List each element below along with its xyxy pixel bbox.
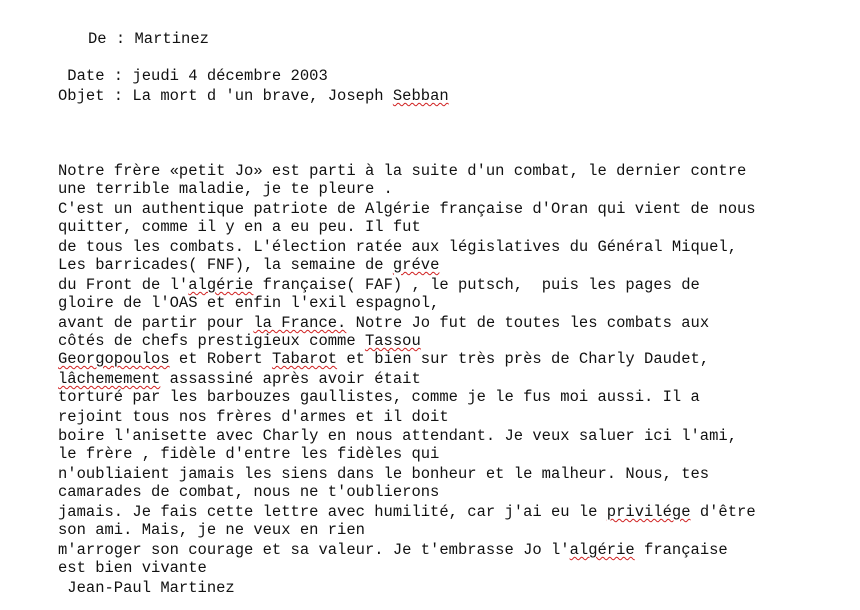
body-line-9-text-a: avant de partir pour: [58, 314, 254, 332]
body-line-10-flagged: Tassou: [364, 332, 421, 350]
body-line-11: [58, 350, 709, 368]
body-line-6-flagged: gréve: [392, 256, 440, 274]
body-line-7: [58, 276, 700, 294]
body-line-9-text-b: Notre Jo fut de toutes les combats aux: [346, 314, 710, 332]
header-subject: [58, 87, 449, 105]
body-line-5: de tous les combats. L'élection ratée aux législatives du Général Miquel,: [58, 238, 738, 256]
body-line-12-text: assassiné après avoir était: [160, 370, 421, 388]
body-line-16: le frère , fidèle d'entre les fidèles qui: [58, 445, 440, 463]
body-line-18: camarades de combat, nous ne t'oublierons: [58, 483, 440, 501]
body-line-11-text-b: et bien sur très près de Charly Daudet,: [337, 350, 710, 368]
subject-text: Objet : La mort d 'un brave, Joseph: [58, 87, 393, 105]
body-line-8: gloire de l'OAS et enfin l'exil espagnol,: [58, 294, 440, 312]
body-line-10-text: côtés de chefs prestigieux comme: [58, 332, 365, 350]
body-line-9-flagged: la France.: [253, 314, 347, 332]
body-line-11-flagged-a: Georgopoulos: [58, 350, 170, 368]
body-line-7-text-a: du Front de l': [58, 276, 189, 294]
body-line-20: son ami. Mais, je ne veux en rien: [58, 521, 365, 539]
body-line-11-text-a: et Robert: [169, 350, 272, 368]
body-line-21-text-a: m'arroger son courage et sa valeur. Je t'embrasse Jo l': [58, 541, 570, 559]
body-line-19-text-a: jamais. Je fais cette lettre avec humilité, car j'ai eu le: [58, 503, 607, 521]
body-line-6-text: Les barricades( FNF), la semaine de: [58, 256, 393, 274]
body-line-21-flagged: algérie: [569, 541, 635, 559]
body-line-13: torturé par les barbouzes gaullistes, comme je le fus moi aussi. Il a: [58, 388, 700, 406]
body-line-15: boire l'anisette avec Charly en nous attendant. Je veux saluer ici l'ami,: [58, 427, 738, 445]
subject-name: Sebban: [392, 87, 449, 105]
body-line-19-flagged: privilége: [606, 503, 691, 521]
header-date: Date : jeudi 4 décembre 2003: [58, 67, 328, 85]
body-line-22: est bien vivante: [58, 559, 207, 577]
body-line-12-flagged: lâchemement: [58, 370, 161, 388]
body-line-7-text-b: française( FAF) , le putsch, puis les pages de: [253, 276, 700, 294]
body-line-12: [58, 370, 421, 388]
body-line-2: une terrible maladie, je te pleure .: [58, 180, 393, 198]
header-from: De : Martinez: [88, 30, 209, 48]
body-line-21-text-b: française: [634, 541, 728, 559]
body-line-3: C'est un authentique patriote de Algérie française d'Oran qui vient de nous: [58, 200, 756, 218]
body-line-11-flagged-b: Tabarot: [271, 350, 338, 368]
body-line-19: [58, 503, 756, 521]
body-line-14: rejoint tous nos frères d'armes et il doit: [58, 408, 449, 426]
body-line-10: [58, 332, 421, 350]
body-line-17: n'oubliaient jamais les siens dans le bonheur et le malheur. Nous, tes: [58, 465, 710, 483]
signature: Jean-Paul Martinez: [58, 579, 235, 597]
body-line-4: quitter, comme il y en a eu peu. Il fut: [58, 218, 421, 236]
body-line-19-text-b: d'être: [690, 503, 756, 521]
body-line-1: Notre frère «petit Jo» est parti à la suite d'un combat, le dernier contre: [58, 162, 747, 180]
body-line-6: [58, 256, 439, 274]
body-line-21: [58, 541, 728, 559]
body-line-7-flagged: algérie: [188, 276, 254, 294]
body-line-9: [58, 314, 709, 332]
